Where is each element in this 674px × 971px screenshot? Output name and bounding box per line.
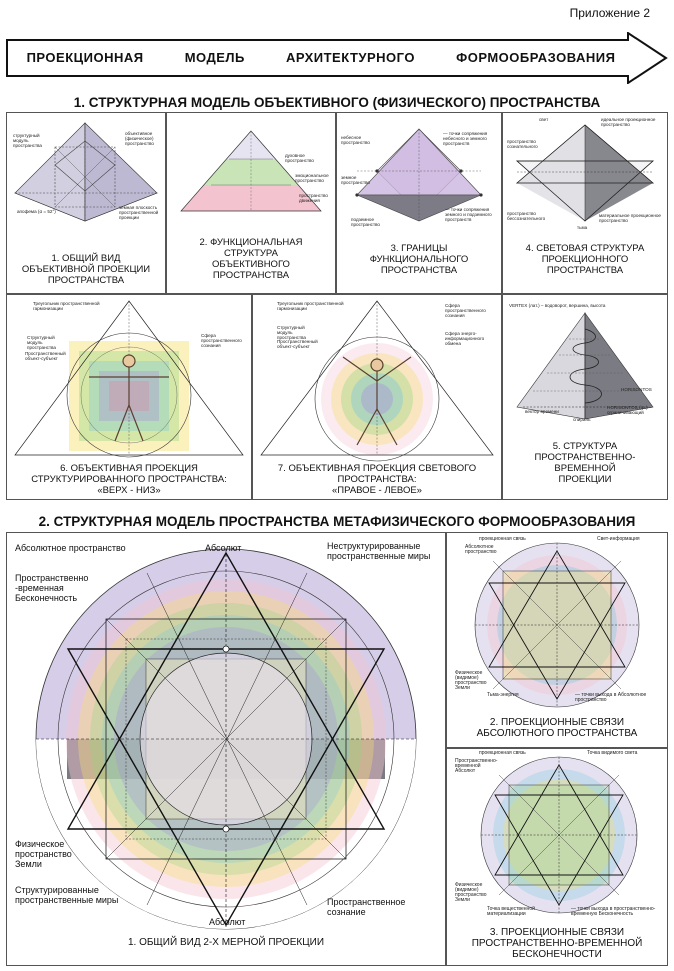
label-projection-link-2: проекционная связь [479, 750, 526, 756]
label-structural-module: структурный модуль пространства [13, 133, 42, 148]
label-projection-link-1: проекционная связь [479, 536, 526, 542]
label-physical-earth: Физическое пространство Земли [15, 839, 72, 869]
label-underground: подземное пространство [351, 217, 380, 227]
label-unstructured-worlds: Неструктурированные пространственные миры [327, 541, 431, 561]
panel-top-bottom-projection [6, 294, 252, 500]
label-unconscious: пространство бессознательного [507, 211, 546, 221]
label-heavenly: небесное пространство [341, 135, 370, 145]
label-ideal-space: идеальное проекционное пространство [601, 117, 656, 127]
title-banner [6, 32, 668, 84]
label-spiral: спираль [573, 417, 591, 422]
label-spatial-consciousness: Пространственное сознание [327, 897, 406, 917]
banner-word-4: ФОРМООБРАЗОВАНИЯ [456, 50, 616, 65]
vitruvian-top-bottom [7, 295, 251, 465]
label-structural-module-7: Структурный модуль пространства [277, 325, 306, 340]
label-earth-plane: земная плоскость пространственной проекции [119, 205, 159, 220]
label-physical-earth-2: Физическое (видимое) пространство Земли [455, 882, 487, 903]
panel4-caption: 4. СВЕТОВАЯ СТРУКТУРА ПРОЕКЦИОННОГО ПРОСТРАНСТВА [525, 243, 645, 276]
label-darkness-energy: Тьма-энергия [487, 692, 519, 698]
label-points-heaven-earth: — точки сопряжения небесного и земного пространств [443, 131, 488, 146]
label-light-info: Свет-информация [597, 536, 640, 542]
side2-caption: 3. ПРОЕКЦИОННЫЕ СВЯЗИ ПРОСТРАНСТВЕННО-ВРЕМЕННОЙ БЕСКОНЕЧНОСТИ [471, 927, 643, 960]
label-exit-points-spacetime: — точки выхода в пространственно-временную Бесконечность [571, 906, 656, 917]
label-time-vector: вектор времени [525, 409, 559, 414]
spacetime-pyramid [503, 295, 667, 445]
label-absolut-top: Абсолют [205, 543, 242, 553]
banner-title [6, 50, 636, 65]
panel-functional-structure [166, 112, 336, 294]
section2-title: 2. СТРУКТУРНАЯ МОДЕЛЬ ПРОСТРАНСТВА МЕТАФИЗИЧЕСКОГО ФОРМООБРАЗОВАНИЯ [38, 514, 636, 529]
label-object-subject-6: Пространственный объект-субъект [25, 351, 66, 361]
functional-triangle [167, 113, 335, 223]
label-emotional: эмоциональное пространство [295, 173, 329, 183]
panel-2d-projection [6, 532, 446, 966]
panel6-caption: 6. ОБЪЕКТИВНАЯ ПРОЕКЦИЯ СТРУКТУРИРОВАННОГО ПРОСТРАНСТВА: «ВЕРХ - НИЗ» [31, 463, 227, 496]
panel-absolute-links [446, 532, 668, 748]
label-object-subject-7: Пространственный объект-субъект [277, 339, 318, 349]
panel3-caption: 3. ГРАНИЦЫ ФУНКЦИОНАЛЬНОГО ПРОСТРАНСТВА [369, 243, 469, 276]
vitruvian-left-right [253, 295, 501, 465]
label-visible-light-point: Точка видимого света [587, 750, 638, 756]
panel7-caption: 7. ОБЪЕКТИВНАЯ ПРОЕКЦИЯ СВЕТОВОГО ПРОСТРАНСТВА: «ПРАВОЕ - ЛЕВОЕ» [277, 463, 477, 496]
panel-general-view [6, 112, 166, 294]
panel-left-right-projection [252, 294, 502, 500]
label-absolute-space: Абсолютное пространство [15, 543, 126, 553]
label-harmonization-triangle: Треугольник пространственной гармонизации [33, 301, 100, 311]
label-material-point: Точка вещественной материализации [487, 906, 535, 917]
side1-caption: 2. ПРОЕКЦИОННЫЕ СВЯЗИ АБСОЛЮТНОГО ПРОСТРАНСТВА [476, 717, 638, 739]
banner-word-2: МОДЕЛЬ [184, 50, 245, 65]
label-conscious: пространство сознательного [507, 139, 538, 149]
label-light: свет [539, 117, 549, 122]
panel5-caption: 5. СТРУКТУРА ПРОСТРАНСТВЕННО- ВРЕМЕННОЙ ПРОЕКЦИИ [534, 441, 636, 485]
label-horisontos: HORISONTOS [621, 387, 652, 392]
panel-light-structure [502, 112, 668, 294]
panel-boundaries [336, 112, 502, 294]
banner-word-1: ПРОЕКЦИОННАЯ [26, 50, 144, 65]
label-spiritual: духовное пространство [285, 153, 314, 163]
section1-title: 1. СТРУКТУРНАЯ МОДЕЛЬ ОБЪЕКТИВНОГО (ФИЗИЧЕСКОГО) ПРОСТРАНСТВА [73, 95, 601, 110]
label-consciousness-sphere-6: Сфера пространственного сознания [201, 333, 242, 348]
main-caption: 1. ОБЩИЙ ВИД 2-Х МЕРНОЙ ПРОЕКЦИИ [127, 937, 325, 948]
label-earthly: земное пространство [341, 175, 370, 185]
appendix-label: Приложение 2 [569, 6, 650, 20]
banner-word-3: АРХИТЕКТУРНОГО [286, 50, 415, 65]
label-structural-module-6: Структурный модуль пространства [27, 335, 56, 350]
panel-spacetime-structure [502, 294, 668, 500]
label-absolute-space-1: Абсолютное пространство [465, 544, 497, 555]
label-horisontos-def: HORISONTOS (гр.) – ограничивающий [607, 405, 652, 415]
label-absolut-bottom: Абсолют [209, 917, 246, 927]
label-consciousness-sphere-7: Сфера пространственного сознания [445, 303, 486, 318]
label-movement: пространство движения [299, 193, 328, 203]
label-material-space: материальное проекционное пространство [599, 213, 661, 223]
label-objective-space: объективное (физическое) пространство [125, 131, 154, 146]
label-physical-earth-1: Физическое (видимое) пространство Земли [455, 670, 487, 691]
panel-spacetime-links [446, 748, 668, 966]
label-energy-info-sphere: Сфера энерго-информационного обмена [445, 331, 485, 346]
label-harmonization-triangle-7: Треугольник пространственной гармонизации [277, 301, 344, 311]
label-vertex: VERTEX (лат.) – водоворот, вершина, высота [509, 303, 606, 308]
label-exit-points-absolute: — точки выхода в Абсолютное пространство [575, 692, 647, 703]
panel2-caption: 2. ФУНКЦИОНАЛЬНАЯ СТРУКТУРА ОБЪЕКТИВНОГО ПРОСТРАНСТВА [199, 237, 303, 281]
label-points-earth-under: — точки сопряжения земного и подземного пространств [445, 207, 492, 222]
label-darkness: тьма [577, 225, 588, 230]
label-spacetime-infinity: Пространственно -временная Бесконечность [15, 573, 89, 603]
panel1-caption: 1. ОБЩИЙ ВИД ОБЪЕКТИВНОЙ ПРОЕКЦИИ ПРОСТРАНСТВА [21, 253, 151, 286]
label-structured-worlds: Структурированные пространственные миры [15, 885, 119, 905]
label-spacetime-absolut: Пространственно-временной Абсолют [455, 758, 498, 774]
label-apothem: апофема (α = 52°) [17, 209, 56, 214]
